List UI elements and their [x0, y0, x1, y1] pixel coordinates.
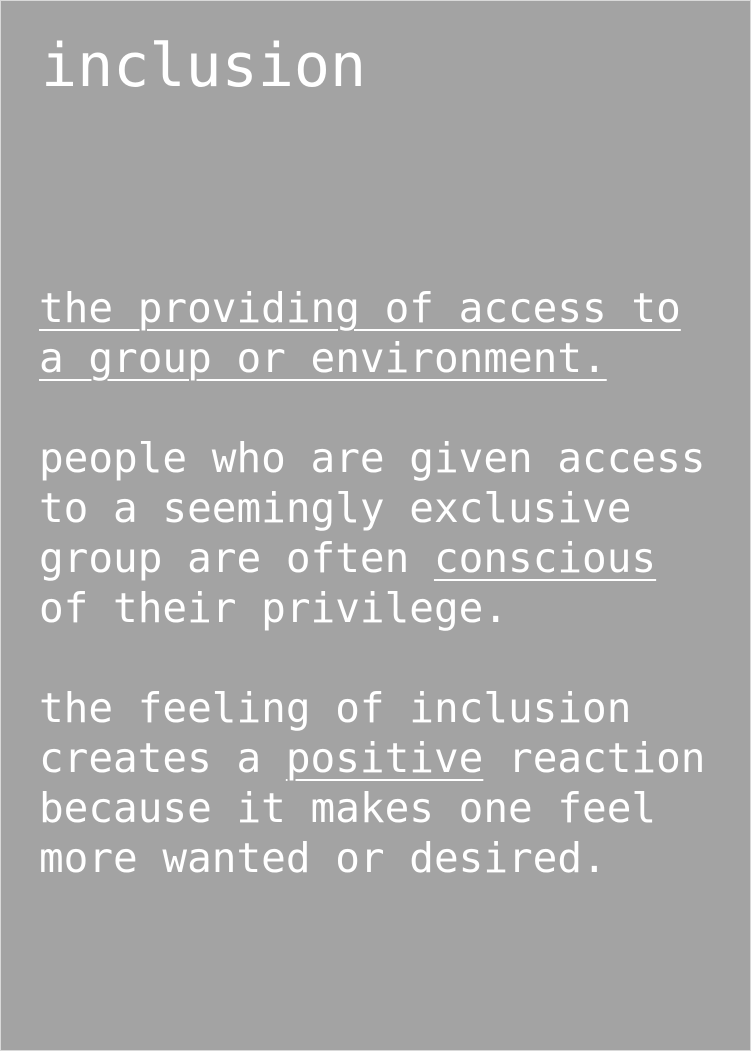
paragraph-line: to a seemingly exclusive	[39, 484, 632, 532]
paragraph-text: group are often	[39, 534, 434, 582]
definition-line: a group or environment.	[39, 334, 607, 382]
card-body	[39, 283, 739, 883]
paragraph-line: people who are given access	[39, 434, 706, 482]
privilege-paragraph	[39, 433, 739, 633]
paragraph-line	[39, 733, 739, 783]
card-title: inclusion	[41, 31, 367, 101]
definition-line: the providing of access to	[39, 284, 681, 332]
definition-paragraph	[39, 283, 739, 383]
paragraph-line	[39, 533, 739, 583]
paragraph-text: reaction	[483, 734, 706, 782]
paragraph-line: of their privilege.	[39, 584, 508, 632]
underlined-word-conscious: conscious	[433, 534, 657, 582]
paragraph-text: creates a	[39, 734, 286, 782]
paragraph-line: the feeling of inclusion	[39, 684, 632, 732]
paragraph-line: because it makes one feel	[39, 784, 657, 832]
underlined-word-positive: positive	[285, 734, 484, 782]
feeling-paragraph	[39, 683, 739, 883]
paragraph-line: more wanted or desired.	[39, 834, 607, 882]
